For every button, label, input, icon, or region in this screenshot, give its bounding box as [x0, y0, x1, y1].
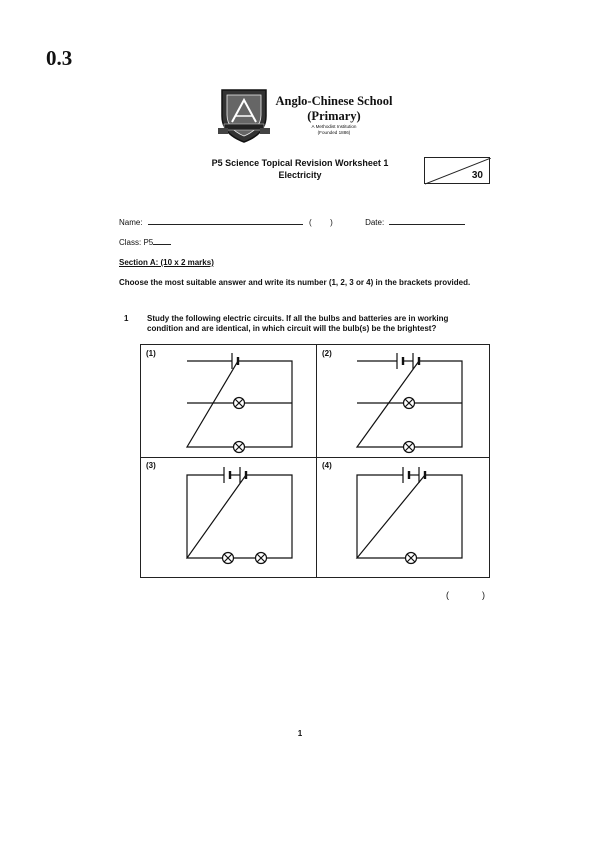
score-box	[424, 157, 490, 184]
school-subtitle	[274, 124, 394, 135]
school-sub-line1: A Methodist Institution	[311, 124, 357, 129]
register-bracket-open: (	[309, 218, 312, 227]
worksheet-title	[180, 157, 420, 181]
name-date-row	[119, 216, 465, 228]
panel-label-4: (4)	[322, 461, 332, 470]
question-number: 1	[124, 314, 129, 323]
name-field[interactable]	[148, 216, 303, 225]
name-label: Name:	[119, 218, 143, 227]
page-label: 0.3	[46, 46, 73, 70]
panel-label-1: (1)	[146, 349, 156, 358]
worksheet-title-line: P5 Science Topical Revision Worksheet 1	[211, 158, 389, 168]
worksheet-topic: Electricity	[278, 170, 322, 180]
date-field[interactable]	[389, 216, 465, 225]
section-heading: Section A: (10 x 2 marks)	[119, 258, 214, 267]
question-text: Study the following electric circuits. If all the bulbs and batteries are in working condition and are identical, in which circuit will the bulb(s) be the brightest?	[147, 314, 449, 333]
circuit-3-diagram	[187, 467, 292, 558]
circuit-3-bulb-a	[223, 553, 234, 564]
register-bracket-close: )	[330, 218, 333, 227]
circuit-grid	[140, 344, 490, 578]
class-field[interactable]	[153, 236, 171, 245]
circuit-4-bulb	[406, 553, 417, 564]
answer-field[interactable]	[446, 590, 485, 600]
circuit-1-bulb-a	[234, 398, 245, 409]
section-instruction: Choose the most suitable answer and write its number (1, 2, 3 or 4) in the brackets provided.	[119, 278, 471, 287]
class-row	[119, 236, 171, 248]
circuit-2-bulb-a	[404, 398, 415, 409]
school-name-line1: Anglo-Chinese School	[275, 94, 393, 108]
school-name	[274, 94, 394, 124]
class-label: Class: P5	[119, 238, 154, 247]
circuit-1-bulb-b	[234, 442, 245, 453]
date-label: Date:	[365, 218, 385, 227]
page-number: 1	[297, 729, 303, 738]
school-crest-icon	[218, 86, 270, 144]
answer-bracket-close: )	[482, 590, 486, 600]
circuit-4-diagram	[357, 467, 462, 558]
answer-bracket-open: (	[446, 590, 449, 600]
panel-label-2: (2)	[322, 349, 332, 358]
circuit-3-bulb-b	[256, 553, 267, 564]
school-sub-line2: (Founded 1886)	[317, 129, 351, 135]
school-name-line2: (Primary)	[307, 109, 361, 123]
panel-label-3: (3)	[146, 461, 156, 470]
total-marks: 30	[471, 170, 483, 181]
circuit-2-bulb-b	[404, 442, 415, 453]
